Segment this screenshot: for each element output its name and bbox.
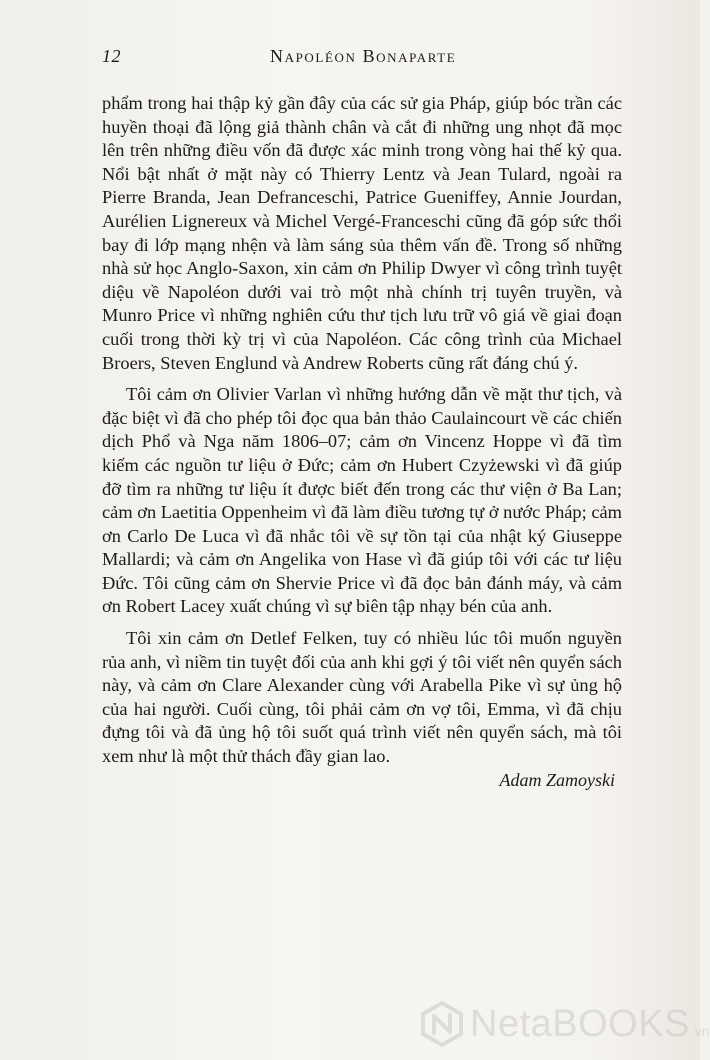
- body-text: [102, 92, 622, 777]
- paragraph: phẩm trong hai thập kỷ gần đây của các sử gia Pháp, giúp bóc trần các huyền thoại đã lộng giả thành chân và cắt đi những ung nhọt đã mọc lên trên những điều vốn đã được xác minh trong vòng hai thế kỷ qua. Nổi bật nhất ở mặt này có Thierry Lentz và Jean Tulard, ngoài ra Pierre Branda, Jean Defranceschi, Patrice Gueniffey, Annie Jourdan, Aurélien Lignereux và Michel Vergé-Franceschi cũng đã góp sức thổi bay đi lớp mạng nhện và làm sáng sủa thêm vấn đề. Trong số những nhà sử học Anglo-Saxon, xin cảm ơn Philip Dwyer vì công trình tuyệt diệu về Napoléon dưới vai trò một nhà chính trị tuyên truyền, và Munro Price vì những nghiên cứu thư tịch lưu trữ vô giá về giai đoạn cuối trong thời kỳ trị vì của Napoléon. Các công trình của Michael Broers, Steven Englund và Andrew Roberts cũng rất đáng chú ý.: [102, 93, 622, 373]
- watermark: [418, 1000, 710, 1048]
- author-signature: Adam Zamoyski: [499, 770, 615, 790]
- watermark-suffix: .vn: [690, 1023, 710, 1039]
- paragraph: Tôi cảm ơn Olivier Varlan vì những hướng dẫn về mặt thư tịch, và đặc biệt vì đã cho phép tôi đọc qua bản thảo Caulaincourt về các chiến dịch Phổ và Nga năm 1806–07; cảm ơn Vincenz Hoppe vì đã tìm kiếm các nguồn tư liệu ở Đức; cảm ơn Hubert Czyżewski vì đã giúp đỡ tìm ra những tư liệu ít được biết đến trong các thư viện ở Ba Lan; cảm ơn Laetitia Oppenheim vì đã làm điều tương tự ở nước Pháp; cảm ơn Carlo De Luca vì đã nhắc tôi về sự tồn tại của nhật ký Giuseppe Mallardi; và cảm ơn Angelika von Hase vì đã giúp tôi với các tư liệu Đức. Tôi cũng cảm ơn Shervie Price vì đã đọc bản đánh máy, và cảm ơn Robert Lacey xuất chúng vì sự biên tập nhạy bén của anh.: [102, 384, 622, 617]
- running-head: Napoléon Bonaparte: [270, 46, 457, 66]
- watermark-brand: NetaBOOKS: [470, 1002, 690, 1045]
- page-number: 12: [102, 46, 121, 66]
- paragraph: Tôi xin cảm ơn Detlef Felken, tuy có nhiều lúc tôi muốn nguyền rủa anh, vì niềm tin tuyệt đối của anh khi gợi ý tôi viết nên quyển sách này, và cảm ơn Clare Alexander cùng với Arabella Pike vì sự ủng hộ của hai người. Cuối cùng, tôi phải cảm ơn vợ tôi, Emma, vì đã chịu đựng tôi và đã ủng hộ tôi suốt quá trình viết nên quyển sách, mà tôi xem như là một thử thách đầy gian lao.: [102, 628, 622, 767]
- netabooks-logo-icon: [418, 1000, 466, 1048]
